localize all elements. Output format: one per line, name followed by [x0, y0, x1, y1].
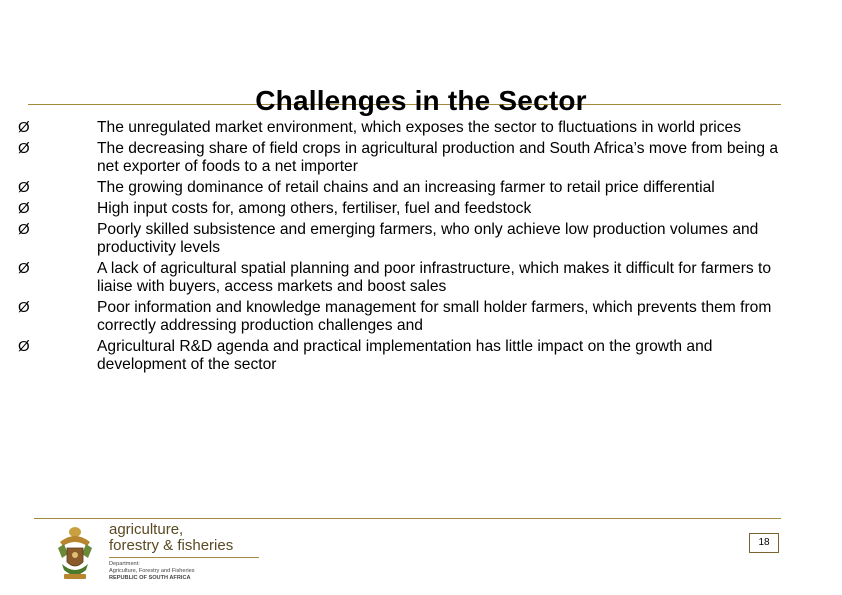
department-logo: [54, 521, 254, 587]
bullet-item: [18, 119, 788, 137]
bullet-item: [18, 140, 788, 176]
arrow-bullet-icon: Ø: [18, 200, 30, 217]
bullet-text: Poor information and knowledge management for small holder farmers, which prevents them from correctly addressing production challenges and: [97, 299, 772, 334]
bullet-text: The unregulated market environment, which exposes the sector to fluctuations in world prices: [97, 119, 742, 136]
footer-rule: [34, 518, 781, 519]
bullet-list: [18, 119, 788, 377]
bullet-text: The growing dominance of retail chains and an increasing farmer to retail price differential: [97, 179, 715, 196]
logo-line-1: agriculture,: [109, 521, 184, 538]
arrow-bullet-icon: Ø: [18, 338, 30, 355]
bullet-item: [18, 221, 788, 257]
arrow-bullet-icon: Ø: [18, 119, 30, 136]
bullet-item: [18, 338, 788, 374]
bullet-text: Poorly skilled subsistence and emerging farmers, who only achieve low production volumes and productivity levels: [97, 221, 759, 256]
logo-line-2: forestry & fisheries: [109, 537, 234, 554]
logo-department-name: Agriculture, Forestry and Fisheries: [109, 568, 195, 574]
bullet-text: A lack of agricultural spatial planning and poor infrastructure, which makes it difficult for farmers to liaise with buyers, access markets and boost sales: [97, 260, 772, 295]
slide-title: Challenges in the Sector: [255, 85, 587, 116]
page-number: 18: [749, 533, 779, 553]
coat-of-arms-icon: [54, 524, 96, 584]
bullet-text: High input costs for, among others, fertiliser, fuel and feedstock: [97, 200, 532, 217]
bullet-text: The decreasing share of field crops in agricultural production and South Africa’s move from being a net exporter of foods to a net importer: [97, 140, 779, 175]
bullet-text: Agricultural R&D agenda and practical implementation has little impact on the growth and development of the sector: [97, 338, 713, 373]
logo-department-label: Department:: [109, 561, 140, 567]
bullet-item: [18, 200, 788, 218]
arrow-bullet-icon: Ø: [18, 221, 30, 238]
arrow-bullet-icon: Ø: [18, 299, 30, 316]
arrow-bullet-icon: Ø: [18, 260, 30, 277]
bullet-item: [18, 299, 788, 335]
bullet-item: [18, 179, 788, 197]
logo-divider: [109, 557, 259, 558]
arrow-bullet-icon: Ø: [18, 179, 30, 196]
logo-country: REPUBLIC OF SOUTH AFRICA: [109, 575, 191, 581]
bullet-item: [18, 260, 788, 296]
arrow-bullet-icon: Ø: [18, 140, 30, 157]
